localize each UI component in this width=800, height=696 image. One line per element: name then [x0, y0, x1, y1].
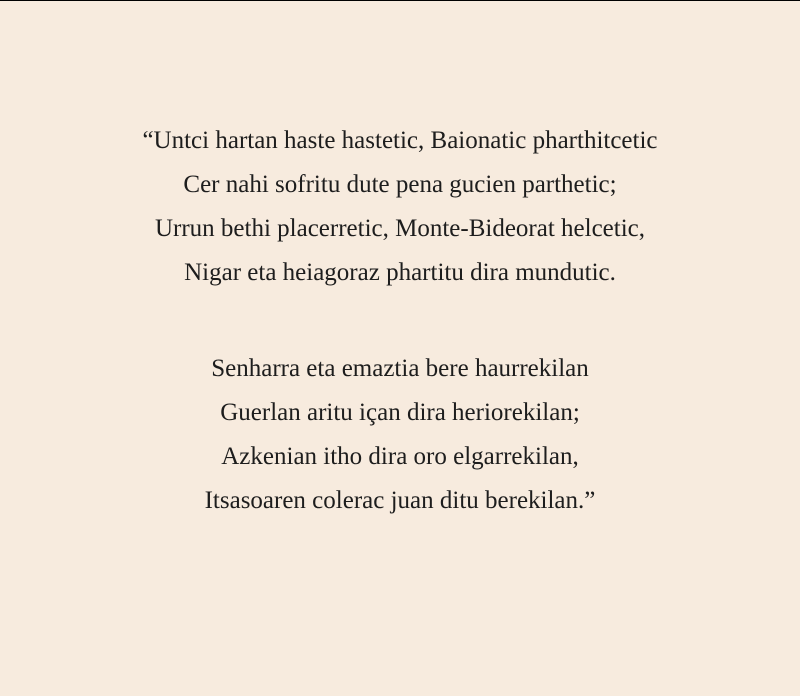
poem-line: Cer nahi sofritu dute pena gucien parthetic; [183, 171, 617, 198]
poem [0, 119, 800, 523]
stanza-1 [0, 119, 800, 295]
poem-line: “Untci hartan haste hastetic, Baionatic pharthitcetic [142, 127, 658, 154]
poem-line: Itsasoaren colerac juan ditu berekilan.” [204, 487, 596, 514]
poem-line: Urrun bethi placerretic, Monte-Bideorat helcetic, [154, 215, 646, 242]
stanza-2 [0, 347, 800, 523]
poem-line: Guerlan aritu içan dira heriorekilan; [220, 399, 580, 426]
poem-line: Senharra eta emaztia bere haurrekilan [211, 355, 589, 382]
poem-line: Nigar eta heiagoraz phartitu dira mundutic. [184, 259, 616, 286]
poem-line: Azkenian itho dira oro elgarrekilan, [221, 443, 579, 470]
